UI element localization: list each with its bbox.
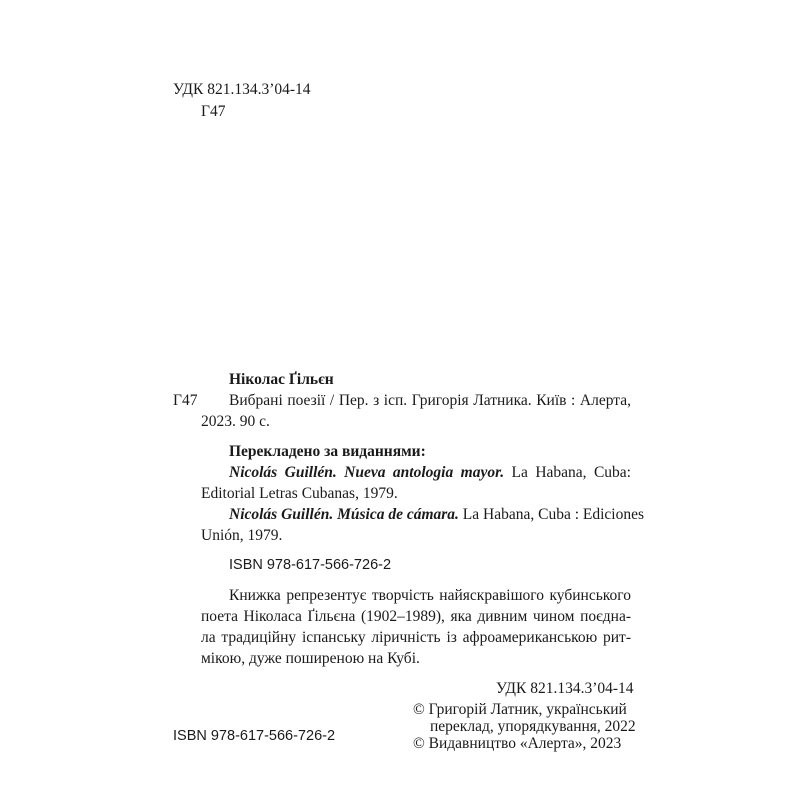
source-1-line1 (229, 462, 631, 483)
translated-from-heading: Перекладено за виданнями: (229, 443, 426, 460)
udk-code-top: УДК 821.134.3’04-14 (173, 81, 311, 98)
source-2-line1 (229, 504, 644, 525)
annotation-line4: мікою, дуже поширеною на Кубі. (201, 650, 420, 667)
udk-code-bottom: УДК 821.134.3’04-14 (496, 680, 634, 697)
annotation-line2: поета Ніколаса Ґільєна (1902–1989), яка дивним чином поєдна- (201, 608, 631, 625)
isbn-bottom: ISBN 978-617-566-726-2 (173, 728, 336, 744)
source-1-title: Nicolás Guillén. Nueva antologia mayor. (229, 464, 505, 481)
source-1-line2: Editorial Letras Cubanas, 1979. (201, 485, 398, 502)
bibliographic-description-line1: Вибрані поезії / Пер. з ісп. Григорія Латника. Київ : Алерта, (229, 392, 631, 409)
annotation-line3: ла традиційну іспанську ліричність із афроамериканською рит- (201, 629, 631, 646)
author-mark-top: Г47 (201, 103, 226, 120)
copyright-line3: © Видавництво «Алерта», 2023 (413, 735, 622, 752)
isbn-upper: ISBN 978-617-566-726-2 (229, 557, 392, 573)
author-mark: Г47 (173, 392, 198, 409)
source-2-line2: Unión, 1979. (201, 527, 283, 544)
copyright-line2: переклад, упорядкування, 2022 (430, 718, 636, 735)
copyright-line1: © Григорій Латник, український (413, 701, 627, 718)
annotation-line1: Книжка репрезентує творчість найяскравішого кубинського (229, 587, 631, 604)
bibliographic-description-line2: 2023. 90 с. (201, 413, 270, 430)
source-1-place: La Habana, Cuba: (504, 464, 631, 481)
source-2-title: Nicolás Guillén. Música de cámara. (229, 506, 459, 523)
author-name: Ніколас Ґільєн (229, 371, 334, 388)
source-2-place: La Habana, Cuba : Ediciones (458, 506, 644, 523)
